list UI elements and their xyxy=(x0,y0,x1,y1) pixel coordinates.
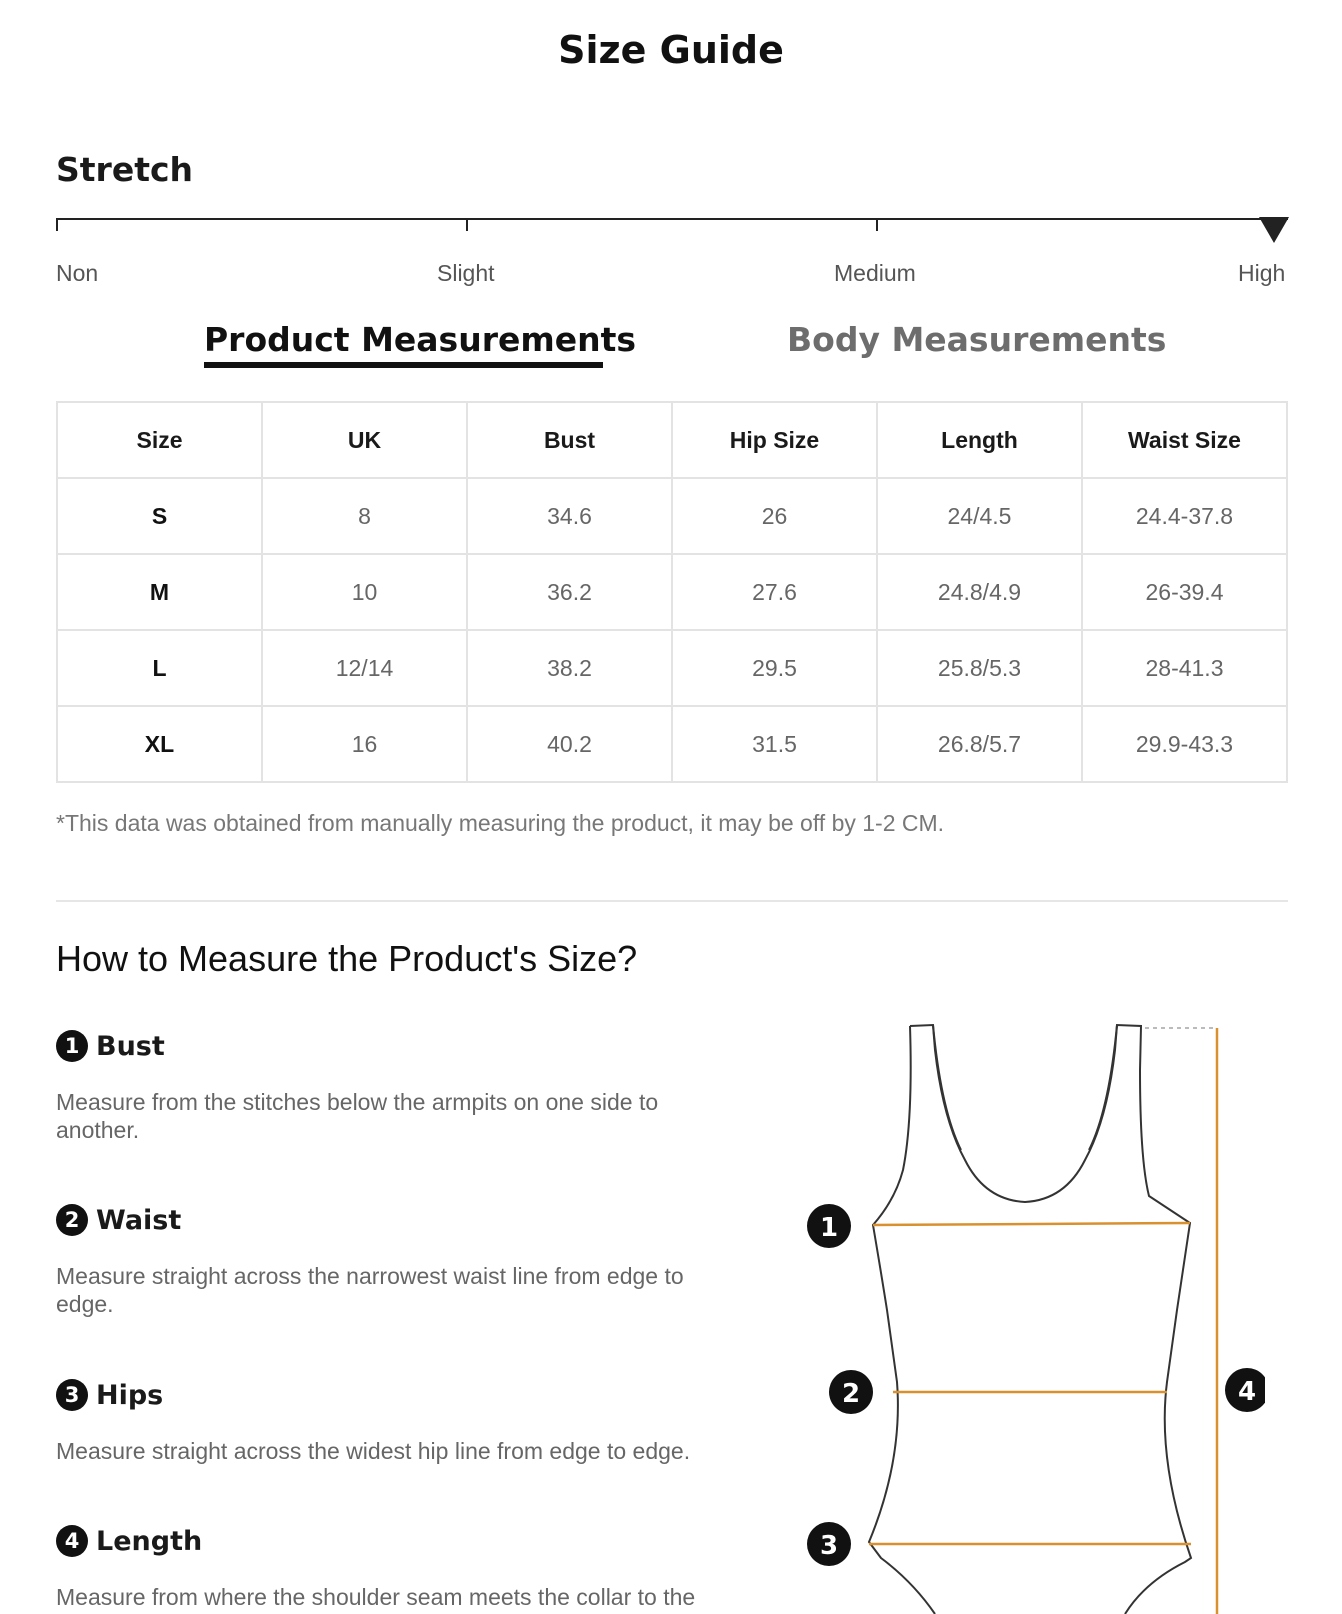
step-number-badge: 1 xyxy=(56,1030,88,1062)
table-cell: 29.9-43.3 xyxy=(1082,706,1287,782)
step-description: Measure from the stitches below the armpits on one side to another. xyxy=(56,1089,659,1143)
table-cell: 40.2 xyxy=(467,706,672,782)
step-hips xyxy=(56,1375,746,1465)
table-cell: 24.8/4.9 xyxy=(877,554,1082,630)
howto-title: How to Measure the Product's Size? xyxy=(56,938,638,979)
step-description: Measure straight across the narrowest waist line from edge to edge. xyxy=(56,1263,684,1317)
table-header: UK xyxy=(262,402,467,478)
svg-text:2: 2 xyxy=(841,1379,861,1409)
step-description: Measure from where the shoulder seam meets the collar to the xyxy=(56,1584,696,1610)
stretch-label-high: High xyxy=(1238,260,1286,286)
table-header-row xyxy=(57,402,1287,478)
table-cell: 27.6 xyxy=(672,554,877,630)
table-cell: 12/14 xyxy=(262,630,467,706)
table-cell: 25.8/5.3 xyxy=(877,630,1082,706)
table-header: Hip Size xyxy=(672,402,877,478)
marker-1 xyxy=(807,1204,851,1248)
table-cell: 38.2 xyxy=(467,630,672,706)
table-row xyxy=(57,706,1287,782)
stretch-scale-line xyxy=(56,218,1288,220)
bodysuit-outline xyxy=(869,1025,1191,1614)
svg-text:1: 1 xyxy=(819,1213,839,1243)
tab-body-measurements[interactable]: Body Measurements xyxy=(787,320,1167,359)
step-title: Bust xyxy=(96,1030,165,1062)
section-divider xyxy=(56,900,1288,902)
step-bust xyxy=(56,1026,746,1144)
measurement-note: *This data was obtained from manually measuring the product, it may be off by 1-2 CM. xyxy=(56,810,945,836)
marker-4 xyxy=(1225,1368,1265,1412)
step-title: Length xyxy=(96,1525,203,1557)
step-description: Measure straight across the widest hip line from edge to edge. xyxy=(56,1438,691,1464)
stretch-scale xyxy=(56,218,1288,234)
measurement-lines xyxy=(869,1028,1217,1614)
table-header: Size xyxy=(57,402,262,478)
active-tab-underline xyxy=(204,362,603,368)
step-number-badge: 2 xyxy=(56,1204,88,1236)
marker-2 xyxy=(829,1370,873,1414)
table-cell-size: S xyxy=(57,478,262,554)
svg-text:4: 4 xyxy=(1237,1377,1257,1407)
step-number-badge: 4 xyxy=(56,1525,88,1557)
table-cell: 34.6 xyxy=(467,478,672,554)
step-title: Waist xyxy=(96,1204,182,1236)
table-row xyxy=(57,478,1287,554)
stretch-title: Stretch xyxy=(56,150,194,189)
table-header: Waist Size xyxy=(1082,402,1287,478)
step-title: Hips xyxy=(96,1379,164,1411)
stretch-level-marker xyxy=(1259,217,1289,243)
table-cell-size: M xyxy=(57,554,262,630)
table-cell: 26 xyxy=(672,478,877,554)
marker-3 xyxy=(807,1522,851,1566)
table-cell: 10 xyxy=(262,554,467,630)
table-row xyxy=(57,630,1287,706)
table-cell: 29.5 xyxy=(672,630,877,706)
stretch-tick xyxy=(466,218,468,231)
table-cell-size: L xyxy=(57,630,262,706)
table-header: Bust xyxy=(467,402,672,478)
table-cell-size: XL xyxy=(57,706,262,782)
bodysuit-measure-figure xyxy=(785,1010,1265,1614)
tab-product-measurements[interactable]: Product Measurements xyxy=(204,320,637,359)
table-cell: 26-39.4 xyxy=(1082,554,1287,630)
step-number-badge: 3 xyxy=(56,1379,88,1411)
table-cell: 36.2 xyxy=(467,554,672,630)
table-cell: 24/4.5 xyxy=(877,478,1082,554)
table-row xyxy=(57,554,1287,630)
stretch-label-slight: Slight xyxy=(437,260,495,286)
table-cell: 16 xyxy=(262,706,467,782)
table-cell: 8 xyxy=(262,478,467,554)
bust-line xyxy=(873,1223,1190,1225)
step-length xyxy=(56,1521,746,1611)
stretch-label-medium: Medium xyxy=(834,260,916,286)
table-cell: 26.8/5.7 xyxy=(877,706,1082,782)
size-table xyxy=(56,401,1288,783)
table-header: Length xyxy=(877,402,1082,478)
stretch-label-non: Non xyxy=(56,260,99,286)
table-cell: 28-41.3 xyxy=(1082,630,1287,706)
table-cell: 24.4-37.8 xyxy=(1082,478,1287,554)
table-cell: 31.5 xyxy=(672,706,877,782)
page-title: Size Guide xyxy=(558,28,784,72)
measurement-tabs xyxy=(0,320,1342,370)
svg-text:3: 3 xyxy=(819,1531,839,1561)
stretch-tick xyxy=(56,218,58,231)
stretch-tick xyxy=(876,218,878,231)
step-waist xyxy=(56,1200,746,1318)
